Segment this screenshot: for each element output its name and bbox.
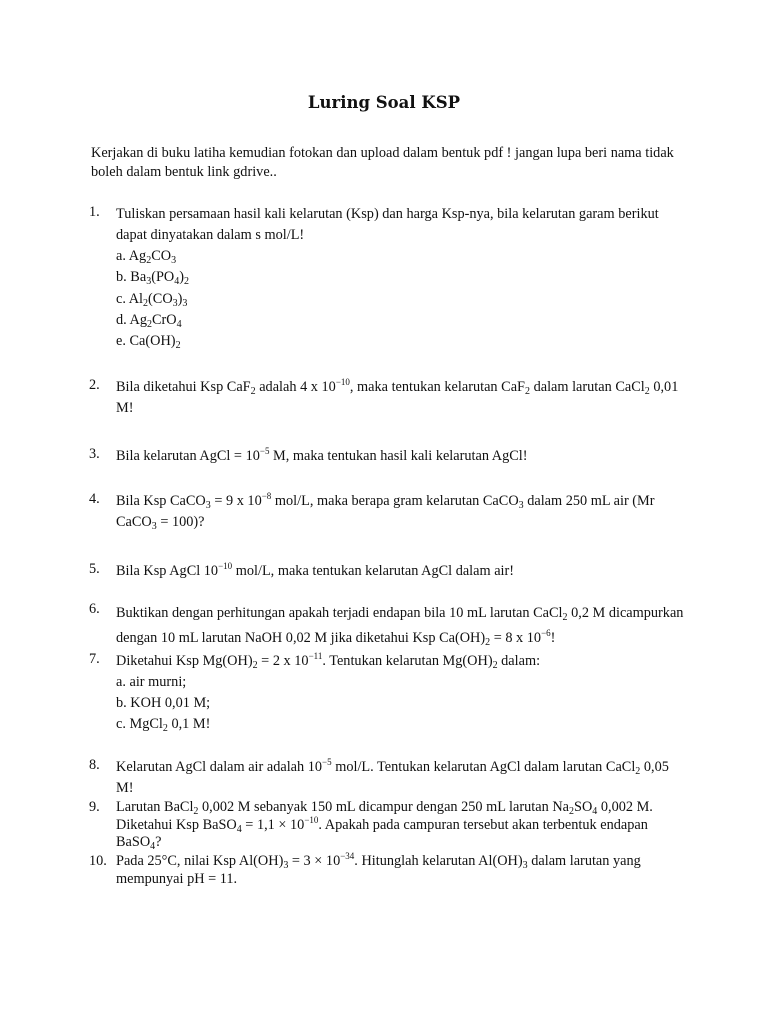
question-text: Bila Ksp AgCl $10^{-10}$ mol/L, maka tentukan kelarutan AgCl dalam air! bbox=[116, 561, 515, 579]
question-text: Kelarutan AgCl dalam air adalah $10^{-5}$ mol/L. Tentukan kelarutan AgCl dalam larutan CaCl$_2$ 0,05 M! bbox=[116, 757, 669, 796]
option-e: e. $Ca(OH)_2$ bbox=[116, 333, 181, 352]
option-c: c. $Al_2(CO_3)_3$ bbox=[116, 290, 188, 309]
question-number: 3. bbox=[89, 446, 100, 462]
question-8 bbox=[89, 757, 689, 799]
question-4 bbox=[89, 491, 689, 533]
option-b: b. $Ba_3(PO_4)_2$ bbox=[116, 269, 189, 288]
question-9 bbox=[89, 799, 689, 852]
question-text: Diketahui Ksp $Mg(OH)_2 = 2$ x $10^{-11}$. Tentukan kelarutan $Mg(OH)_2$ dalam: bbox=[116, 651, 541, 671]
question-text: Pada 25°C, nilai Ksp $Al(OH)_3 = 3 \times 10^{-34}$. Hitunglah kelarutan $Al(OH)_3$ dalam larutan yang mempunyai pH = 11. bbox=[116, 851, 641, 887]
question-3 bbox=[89, 446, 689, 467]
question-text: Buktikan dengan perhitungan apakah terjadi endapan bila 10 mL larutan CaCl$_2$ 0,2 M dicampurkan dengan 10 mL larutan NaOH 0,02 M jika diketahui Ksp $Ca(OH)_2 = 8$ x $10^{-6}$! bbox=[116, 605, 684, 648]
page-title: Luring Soal KSP bbox=[307, 93, 461, 112]
question-text: Larutan BaCl$_2$ 0,002 M sebanyak 150 mL dicampur dengan 250 mL larutan $Na_2SO_4$ 0,002 M. Diketahui Ksp BaSO$_4$ = $1,1 \times 10^{-10}$. Apakah pada campuran tersebut akan terbentuk endapan BaSO$_4$? bbox=[116, 799, 653, 852]
question-10 bbox=[89, 853, 689, 888]
option-list bbox=[116, 672, 689, 735]
option-a: a. $Ag_2CO_3$ bbox=[116, 248, 177, 266]
question-number: 1. bbox=[89, 204, 100, 220]
question-7 bbox=[89, 651, 689, 735]
question-5 bbox=[89, 561, 689, 582]
option-d: d. $Ag_2CrO_4$ bbox=[116, 311, 182, 330]
question-text: Bila Ksp CaCO$_3$ = 9 x $10^{-8}$ mol/L, maka berapa gram kelarutan CaCO$_3$ dalam 250 mL air (Mr CaCO$_3$ = 100)? bbox=[116, 491, 655, 532]
question-number: 4. bbox=[89, 491, 100, 507]
question-number: 6. bbox=[89, 601, 100, 617]
question-number: 2. bbox=[89, 377, 100, 393]
question-number: 7. bbox=[89, 651, 100, 667]
option-a: a. air murni; bbox=[116, 674, 187, 690]
question-number: 5. bbox=[89, 561, 100, 577]
option-c: c. MgCl$_2$ 0,1 M! bbox=[116, 716, 211, 734]
question-number: 8. bbox=[89, 757, 100, 773]
option-list bbox=[116, 246, 689, 352]
question-number: 9. bbox=[89, 799, 100, 815]
question-number: 10. bbox=[89, 853, 107, 869]
question-text: Bila diketahui Ksp CaF$_2$ adalah 4 x $10^{-10}$, maka tentukan kelarutan CaF$_2$ dalam larutan CaCl$_2$ 0,01 M! bbox=[116, 377, 679, 416]
question-2 bbox=[89, 377, 689, 419]
question-text: Tuliskan persamaan hasil kali kelarutan (Ksp) dan harga Ksp-nya, bila kelarutan garam berikut dapat dinyatakan dalam s mol/L! bbox=[116, 206, 659, 243]
option-b: b. KOH 0,01 M; bbox=[116, 695, 211, 711]
question-6 bbox=[89, 601, 689, 651]
instructions-text: Kerjakan di buku latiha kemudian fotokan dan upload dalam bentuk pdf ! jangan lupa beri nama tidak boleh dalam bentuk link gdrive.. bbox=[91, 145, 674, 180]
question-1 bbox=[89, 204, 689, 352]
question-text: Bila kelarutan AgCl = $10^{-5}$ M, maka tentukan hasil kali kelarutan AgCl! bbox=[116, 446, 528, 464]
